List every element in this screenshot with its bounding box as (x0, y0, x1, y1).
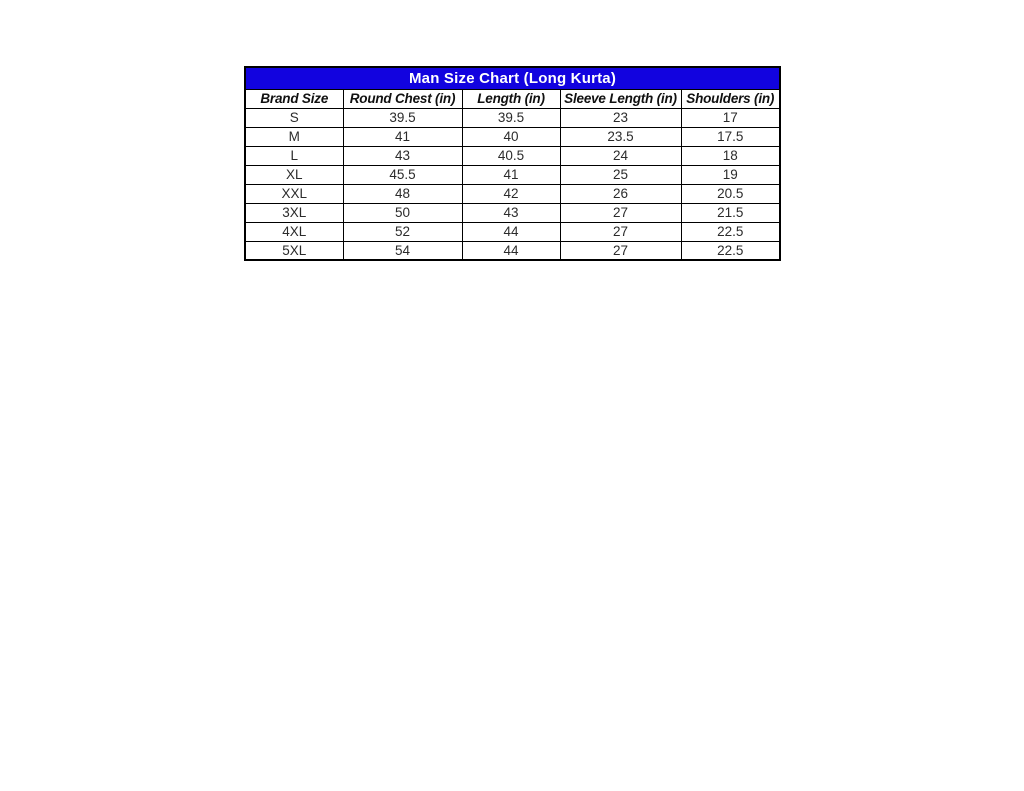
cell-shoulders: 17.5 (681, 127, 780, 146)
title-row (245, 67, 780, 89)
cell-sleeve-length: 27 (560, 241, 681, 260)
cell-size: L (245, 146, 343, 165)
cell-size: XL (245, 165, 343, 184)
column-header-round-chest: Round Chest (in) (343, 89, 462, 108)
cell-size: 4XL (245, 222, 343, 241)
table-row-s (245, 108, 780, 127)
cell-round-chest: 54 (343, 241, 462, 260)
table-row-4xl (245, 222, 780, 241)
cell-shoulders: 19 (681, 165, 780, 184)
cell-size: M (245, 127, 343, 146)
cell-size: 3XL (245, 203, 343, 222)
cell-sleeve-length: 27 (560, 222, 681, 241)
table-row-5xl (245, 241, 780, 260)
cell-shoulders: 21.5 (681, 203, 780, 222)
header-row (245, 89, 780, 108)
cell-round-chest: 45.5 (343, 165, 462, 184)
cell-length: 43 (462, 203, 560, 222)
size-chart-table (244, 66, 781, 261)
cell-size: S (245, 108, 343, 127)
cell-sleeve-length: 23.5 (560, 127, 681, 146)
column-header-brand-size: Brand Size (245, 89, 343, 108)
cell-round-chest: 48 (343, 184, 462, 203)
cell-sleeve-length: 25 (560, 165, 681, 184)
cell-length: 44 (462, 241, 560, 260)
cell-shoulders: 22.5 (681, 241, 780, 260)
cell-round-chest: 50 (343, 203, 462, 222)
cell-length: 40.5 (462, 146, 560, 165)
column-header-length: Length (in) (462, 89, 560, 108)
cell-round-chest: 39.5 (343, 108, 462, 127)
table-row-xxl (245, 184, 780, 203)
cell-round-chest: 41 (343, 127, 462, 146)
cell-length: 39.5 (462, 108, 560, 127)
cell-sleeve-length: 27 (560, 203, 681, 222)
cell-length: 40 (462, 127, 560, 146)
cell-shoulders: 22.5 (681, 222, 780, 241)
cell-round-chest: 52 (343, 222, 462, 241)
cell-shoulders: 20.5 (681, 184, 780, 203)
table-row-m (245, 127, 780, 146)
column-header-shoulders: Shoulders (in) (681, 89, 780, 108)
column-header-sleeve-length: Sleeve Length (in) (560, 89, 681, 108)
cell-length: 44 (462, 222, 560, 241)
cell-size: XXL (245, 184, 343, 203)
cell-round-chest: 43 (343, 146, 462, 165)
cell-sleeve-length: 24 (560, 146, 681, 165)
cell-shoulders: 17 (681, 108, 780, 127)
cell-sleeve-length: 26 (560, 184, 681, 203)
cell-size: 5XL (245, 241, 343, 260)
cell-shoulders: 18 (681, 146, 780, 165)
table-row-3xl (245, 203, 780, 222)
size-chart-container (244, 66, 779, 261)
table-row-l (245, 146, 780, 165)
cell-sleeve-length: 23 (560, 108, 681, 127)
table-row-xl (245, 165, 780, 184)
table-title: Man Size Chart (Long Kurta) (245, 67, 780, 89)
cell-length: 41 (462, 165, 560, 184)
cell-length: 42 (462, 184, 560, 203)
